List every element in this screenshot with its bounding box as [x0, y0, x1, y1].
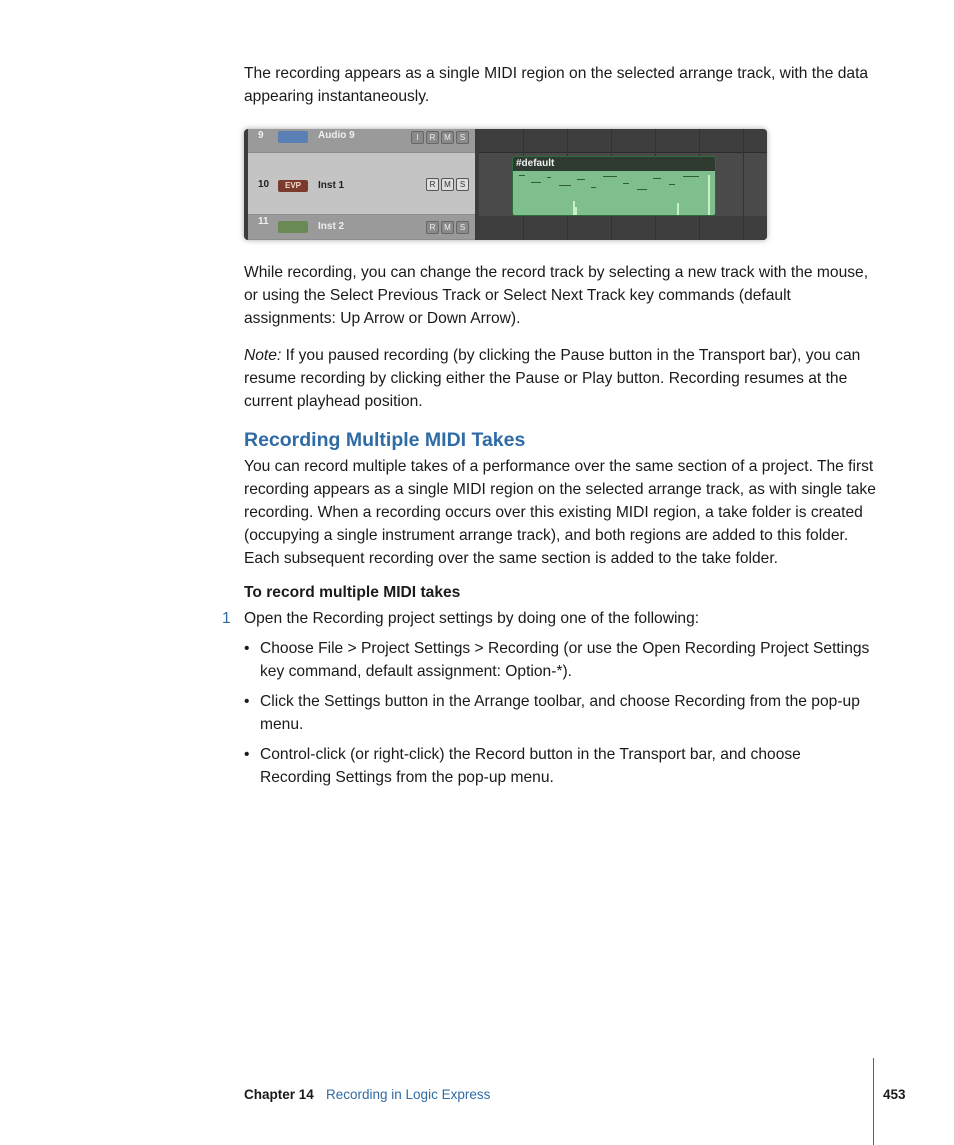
track-row [248, 215, 475, 240]
audio-icon [278, 131, 308, 143]
task-title: To record multiple MIDI takes [244, 584, 461, 601]
step-number: 1 [222, 610, 231, 627]
bullet-icon: • [244, 640, 250, 657]
section-heading: Recording Multiple MIDI Takes [244, 429, 526, 451]
arrange-area [479, 129, 767, 240]
arrange-screenshot [244, 129, 767, 240]
list-item-text: Choose File > Project Settings > Recording (or use the Open Recording Project Settings key command, default assignment: Option-*). [260, 640, 870, 680]
track-name: Inst 2 [318, 221, 345, 232]
track-list [248, 129, 475, 240]
track-row [248, 153, 475, 215]
track-number: 11 [258, 216, 269, 227]
bullet-icon: • [244, 693, 250, 710]
solo-button: S [456, 178, 469, 191]
track-number: 9 [258, 130, 264, 141]
mute-button: M [441, 178, 454, 191]
instrument-icon: EVP [278, 180, 308, 192]
note-label: Note: [244, 347, 282, 364]
mute-button: M [441, 131, 454, 144]
instrument-icon [278, 221, 308, 233]
footer-chapter-title: Recording in Logic Express [326, 1087, 491, 1102]
record-enable-button: R [426, 221, 439, 234]
record-track-paragraph: While recording, you can change the record track by selecting a new track with the mouse, or using the Select Previous Track or Select Next Track key commands (default assignments: Up Arrow or Down Arrow). [244, 264, 869, 327]
solo-button: S [456, 131, 469, 144]
section-body: You can record multiple takes of a performance over the same section of a project. The first recording appears as a single MIDI region on the selected arrange track, as with single take recording. When a recording occurs over this existing MIDI region, a take folder is created (occupying a single instrument arrange track), and both regions are added to this folder. Each subsequent recording over the same section is added to the take folder. [244, 458, 876, 567]
midi-region [512, 156, 716, 216]
list-item-text: Control-click (or right-click) the Record button in the Transport bar, and choose Recording Settings from the pop-up menu. [260, 746, 801, 786]
step-text: Open the Recording project settings by doing one of the following: [244, 610, 700, 627]
mute-button: M [441, 221, 454, 234]
footer-chapter: Chapter 14 [244, 1087, 314, 1102]
intro-paragraph: The recording appears as a single MIDI region on the selected arrange track, with the data appearing instantaneously. [244, 65, 869, 105]
solo-button: S [456, 221, 469, 234]
record-enable-button: R [426, 178, 439, 191]
track-row [248, 129, 475, 153]
track-name: Audio 9 [318, 130, 355, 141]
record-enable-button: R [426, 131, 439, 144]
page-number: 453 [883, 1087, 906, 1102]
track-name: Inst 1 [318, 180, 345, 191]
note-text: If you paused recording (by clicking the Pause button in the Transport bar), you can resume recording by clicking either the Pause or Play button. Recording resumes at the current playhead position. [244, 347, 861, 410]
list-item-text: Click the Settings button in the Arrange toolbar, and choose Recording from the pop-up menu. [260, 693, 860, 733]
note-paragraph [244, 344, 876, 413]
track-number: 10 [258, 179, 270, 190]
bullet-icon: • [244, 746, 250, 763]
input-monitor-button: I [411, 131, 424, 144]
region-name: #default [513, 157, 715, 171]
footer-divider [873, 1058, 874, 1145]
